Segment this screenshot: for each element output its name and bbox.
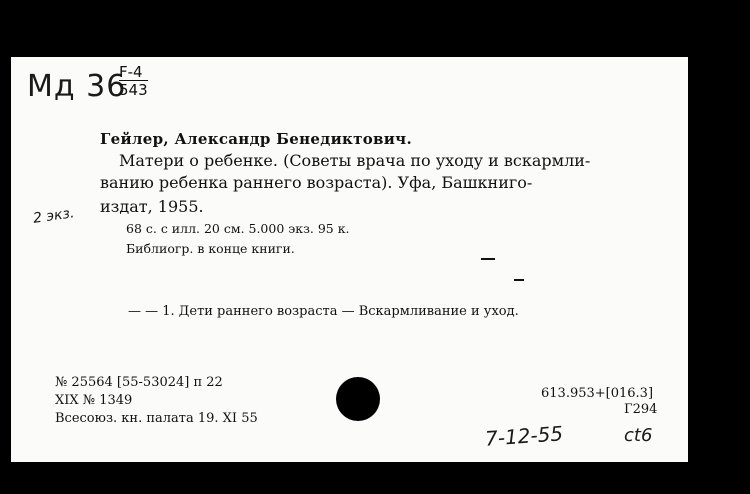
catalog-card [11, 57, 688, 462]
title-line-1: Матери о ребенке. (Советы врача по уходу и вскармли- [119, 151, 591, 170]
record-chamber: Всесоюз. кн. палата 19. XI 55 [55, 411, 258, 426]
bibliography-note: Библиогр. в конце книги. [126, 241, 295, 256]
subject-heading: — — 1. Дети раннего возраста — Вскармливание и уход. [128, 304, 519, 319]
handwritten-initials: ct6 [624, 425, 653, 446]
record-number: № 25564 [55-53024] п 22 [55, 375, 223, 390]
title-line-2: ванию ребенка раннего возраста). Уфа, Башкниго- [100, 173, 533, 192]
stray-mark [514, 279, 524, 281]
shelfmark-fraction [119, 64, 148, 98]
author-heading: Гейлер, Александр Бенедиктович. [100, 130, 412, 148]
handwritten-date: 7-12-55 [484, 421, 564, 451]
physical-description: 68 с. с илл. 20 см. 5.000 экз. 95 к. [126, 221, 350, 236]
handwritten-copies-note: 2 экз. [32, 205, 76, 227]
shelfmark-denominator: 543 [119, 81, 148, 99]
title-line-3: издат, 1955. [100, 197, 204, 216]
shelfmark-numerator: F-4 [119, 63, 143, 81]
punch-hole [336, 377, 380, 421]
record-xix: XIX № 1349 [55, 393, 133, 408]
author-mark: Г294 [624, 402, 658, 417]
shelfmark: Мд 36 [27, 69, 127, 104]
classification: 613.953+[016.3] [541, 386, 654, 401]
stray-mark [481, 258, 495, 260]
